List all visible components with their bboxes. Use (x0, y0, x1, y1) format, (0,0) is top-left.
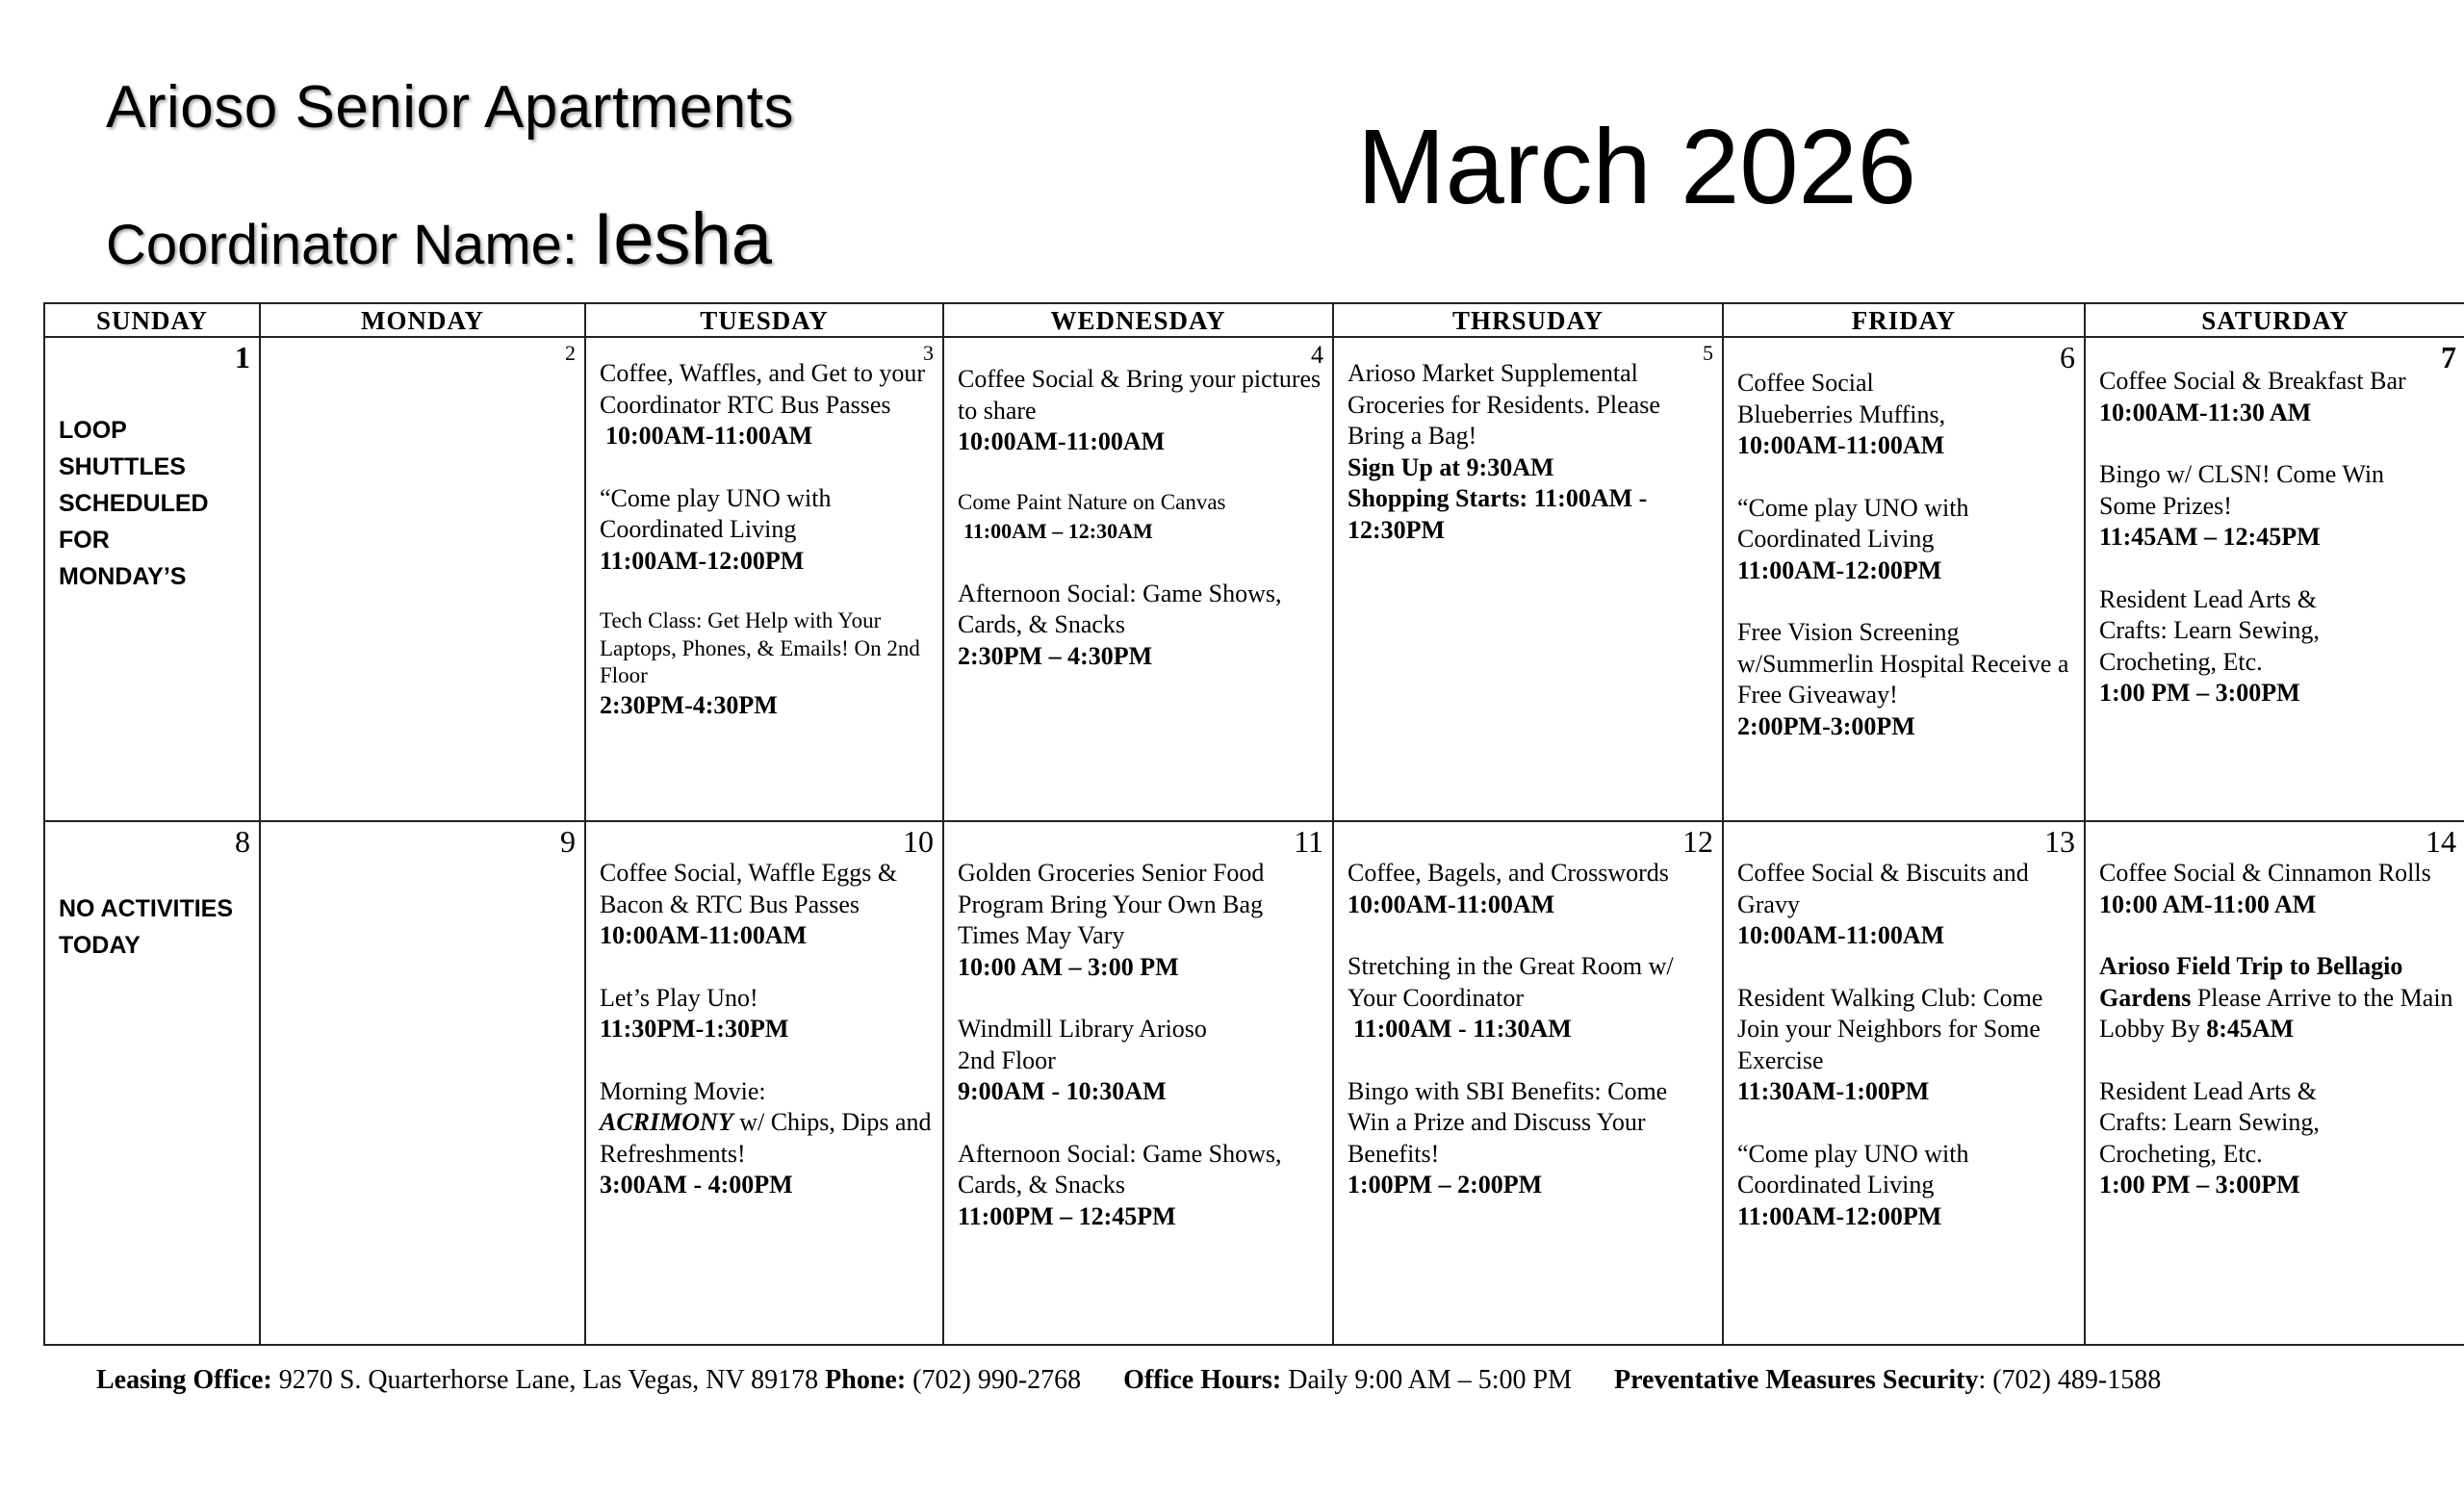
event-time: 10:00AM-11:00AM (600, 921, 808, 949)
calendar-grid (43, 302, 2464, 1346)
office-hours-label: Office Hours: (1123, 1365, 1282, 1395)
event-time: 10:00AM-11:30 AM (2099, 398, 2312, 426)
event-time: 2:30PM – 4:30PM (958, 641, 1153, 670)
day-number: 11 (1294, 824, 1323, 859)
event-description: Bingo with SBI Benefits: Come Win a Prize and Discuss Your Benefits! (1348, 1076, 1668, 1168)
event-time: 10:00AM-11:00AM (1348, 890, 1555, 918)
event-time: 11:00AM-12:00PM (1737, 555, 1942, 584)
event-description: Afternoon Social: Game Shows, Cards, & Snacks (958, 579, 1282, 638)
day-number: 4 (1311, 341, 1323, 369)
event-time: Shopping Starts: 11:00AM - 12:30PM (1348, 484, 1648, 544)
event (2099, 584, 2454, 709)
event-description-tail: w/ Chips, Dips and Refreshments! (600, 1108, 932, 1168)
day-cell (2085, 821, 2464, 1345)
event-list (945, 858, 1331, 1232)
coordinator-line (106, 197, 772, 281)
event (2099, 951, 2454, 1045)
event-description (2099, 951, 2454, 1045)
event-list (587, 858, 941, 1201)
day-cell (585, 337, 943, 821)
event (2099, 366, 2454, 428)
event (1737, 1139, 2073, 1233)
event-time: 2:30PM-4:30PM (600, 690, 778, 719)
event (958, 579, 1322, 673)
event-time: 11:00AM-12:00PM (1737, 1201, 1942, 1230)
notice-line: LOOP (59, 417, 127, 444)
event-time: 10:00AM-11:00AM (958, 427, 1166, 455)
weekday-header: SUNDAY (44, 303, 260, 337)
event (600, 983, 932, 1045)
event-list (2087, 858, 2464, 1201)
event-time: 11:30AM-1:00PM (1737, 1077, 1930, 1105)
day-number: 2 (565, 341, 576, 365)
day-cell (1333, 337, 1723, 821)
event-description: Coffee Social Blueberries Muffins, (1737, 369, 1946, 428)
event-time: 1:00 PM – 3:00PM (2099, 1171, 2300, 1199)
notice-line: FOR (59, 527, 110, 554)
day-cell (1333, 821, 1723, 1345)
day-number: 1 (235, 340, 250, 374)
weekday-header: FRIDAY (1723, 303, 2085, 337)
event-description: “Come play UNO with Coordinated Living (1737, 493, 1969, 553)
event-description: “Come play UNO with Coordinated Living (600, 483, 832, 543)
week-row (44, 337, 2464, 821)
event-description: Let’s Play Uno! (600, 983, 758, 1012)
event-description-lead: Morning Movie: (600, 1076, 766, 1105)
day-cell (943, 821, 1333, 1345)
day-cell (44, 821, 260, 1345)
event-list (1335, 858, 1721, 1201)
weekday-header: THRSUDAY (1333, 303, 1723, 337)
coordinator-label: Coordinator Name: (106, 214, 578, 276)
event-description: Coffee Social & Biscuits and Gravy (1737, 859, 2029, 918)
event (600, 1076, 932, 1201)
day-number: 6 (2060, 340, 2075, 374)
leasing-office-label: Leasing Office: (96, 1365, 272, 1395)
event-list (2087, 366, 2464, 709)
event-time: 11:00PM – 12:45PM (958, 1201, 1176, 1230)
day-number: 10 (903, 824, 934, 859)
event-description-tail: Please Arrive to the Main Lobby By (2099, 983, 2453, 1043)
day-cell (1723, 337, 2085, 821)
office-hours: Daily 9:00 AM – 5:00 PM (1288, 1365, 1573, 1395)
event-time: Sign Up at 9:30AM (1348, 452, 1554, 481)
event-time: 9:00AM - 10:30AM (958, 1077, 1167, 1105)
day-number: 5 (1703, 341, 1713, 365)
day-cell (260, 337, 585, 821)
event-time: 10:00 AM-11:00 AM (2099, 890, 2317, 918)
phone-number: (702) 990-2768 (912, 1365, 1082, 1395)
property-name: Arioso Senior Apartments (106, 74, 795, 141)
week-row (44, 821, 2464, 1345)
security-label: Preventative Measures Security (1614, 1365, 1979, 1395)
event-time: 2:00PM-3:00PM (1737, 711, 1915, 740)
footer-contact (96, 1365, 2426, 1396)
notice-line: SHUTTLES (59, 453, 186, 480)
event-list (1335, 358, 1721, 546)
day-cell (1723, 821, 2085, 1345)
event (1737, 858, 2073, 952)
event-description: Coffee Social & Cinnamon Rolls (2099, 859, 2431, 887)
event-description: Windmill Library Arioso 2nd Floor (958, 1015, 1207, 1074)
event-time: 1:00 PM – 3:00PM (2099, 679, 2300, 707)
field-trip-title: Arioso Field Trip to Bellagio Gardens (2099, 952, 2403, 1012)
month-title: March 2026 (1357, 108, 1916, 226)
weekday-header-row (44, 303, 2464, 337)
event-description: Coffee, Waffles, and Get to your Coordinator RTC Bus Passes (600, 359, 925, 419)
day-number: 13 (2044, 824, 2075, 859)
day-cell (585, 821, 943, 1345)
event (958, 1014, 1322, 1108)
weekday-header: WEDNESDAY (943, 303, 1333, 337)
event-time: 11:00AM-12:00PM (600, 546, 805, 575)
event (1737, 617, 2073, 742)
weekday-header: MONDAY (260, 303, 585, 337)
event-time: 11:45AM – 12:45PM (2099, 523, 2321, 551)
event (600, 483, 932, 578)
notice-line: MONDAY’S (59, 563, 187, 590)
event-description: Resident Walking Club: Come Join your Neighbors for Some Exercise (1737, 983, 2043, 1074)
event (1348, 1076, 1711, 1201)
weekday-header: SATURDAY (2085, 303, 2464, 337)
event-time: 11:00AM - 11:30AM (1353, 1015, 1572, 1043)
event-description: Coffee Social, Waffle Eggs & Bacon & RTC Bus Passes (600, 859, 898, 918)
event-description: Golden Groceries Senior Food Program Bring Your Own Bag Times May Vary (958, 859, 1265, 949)
event (2099, 459, 2454, 554)
event (958, 489, 1322, 548)
event-list (587, 358, 941, 721)
day-number: 9 (560, 824, 576, 859)
coordinator-name: Iesha (593, 198, 773, 280)
event-time: 10:00AM-11:00AM (1737, 921, 1945, 949)
event (1737, 493, 2073, 587)
security-phone: : (702) 489-1588 (1978, 1365, 2162, 1395)
notice-line: SCHEDULED (59, 490, 209, 517)
weekday-header: TUESDAY (585, 303, 943, 337)
day-cell (44, 337, 260, 821)
event (600, 607, 932, 721)
day-cell (2085, 337, 2464, 821)
event-description: Resident Lead Arts & Crafts: Learn Sewing, Crocheting, Etc. (2099, 1076, 2320, 1168)
notice-line: TODAY (59, 932, 141, 959)
event (2099, 858, 2454, 920)
event-time: 10:00AM-11:00AM (605, 422, 813, 450)
event-time: 11:30PM-1:30PM (600, 1015, 789, 1043)
day-number: 12 (1682, 824, 1713, 859)
event-time: 1:00PM – 2:00PM (1348, 1171, 1543, 1199)
event-list (1725, 858, 2083, 1232)
event (958, 858, 1322, 983)
event-time: 10:00AM-11:00AM (1737, 431, 1945, 459)
event (1348, 858, 1711, 920)
arrival-time: 8:45AM (2206, 1015, 2295, 1043)
day-cell (943, 337, 1333, 821)
event-description: Come Paint Nature on Canvas (958, 489, 1226, 514)
event-description: Afternoon Social: Game Shows, Cards, & Snacks (958, 1139, 1282, 1199)
event (1737, 368, 2073, 462)
event-description (600, 1076, 932, 1171)
event (958, 364, 1322, 458)
day-cell (260, 821, 585, 1345)
event-description: Stretching in the Great Room w/ Your Coordinator (1348, 952, 1674, 1012)
event-description: Coffee, Bagels, and Crosswords (1348, 859, 1669, 887)
event-description: Free Vision Screening w/Summerlin Hospital Receive a Free Giveaway! (1737, 618, 2069, 709)
event (1348, 358, 1711, 546)
notice-line: NO ACTIVITIES (59, 895, 234, 922)
movie-title: ACRIMONY (600, 1108, 733, 1136)
event (2099, 1076, 2454, 1201)
event (600, 858, 932, 952)
event-description: Coffee Social & Breakfast Bar (2099, 367, 2406, 395)
event-description: Tech Class: Get Help with Your Laptops, Phones, & Emails! On 2nd Floor (600, 608, 920, 687)
day-number: 7 (2441, 340, 2456, 374)
event-description: Resident Lead Arts & Crafts: Learn Sewing, Crocheting, Etc. (2099, 584, 2320, 676)
event-list (1725, 368, 2083, 742)
event (600, 358, 932, 452)
event-list (945, 364, 1331, 672)
event (1737, 983, 2073, 1108)
event-description: Bingo w/ CLSN! Come Win Some Prizes! (2099, 460, 2385, 520)
event-time: 3:00AM - 4:00PM (600, 1171, 793, 1199)
event-time: 11:00AM – 12:30AM (963, 519, 1153, 543)
day-number: 8 (235, 824, 250, 859)
event (958, 1139, 1322, 1233)
day-notice (46, 374, 258, 595)
day-notice (46, 858, 258, 964)
event (1348, 951, 1711, 1045)
phone-label: Phone: (825, 1365, 907, 1395)
day-number: 14 (2426, 824, 2456, 859)
event-description: Coffee Social & Bring your pictures to share (958, 365, 1322, 425)
event-time: 10:00 AM – 3:00 PM (958, 952, 1179, 981)
event-description: Arioso Market Supplemental Groceries for Residents. Please Bring a Bag! (1348, 359, 1660, 450)
leasing-office-address: 9270 S. Quarterhorse Lane, Las Vegas, NV 89178 (278, 1365, 819, 1395)
event-description: “Come play UNO with Coordinated Living (1737, 1139, 1969, 1199)
day-number: 3 (923, 341, 934, 365)
